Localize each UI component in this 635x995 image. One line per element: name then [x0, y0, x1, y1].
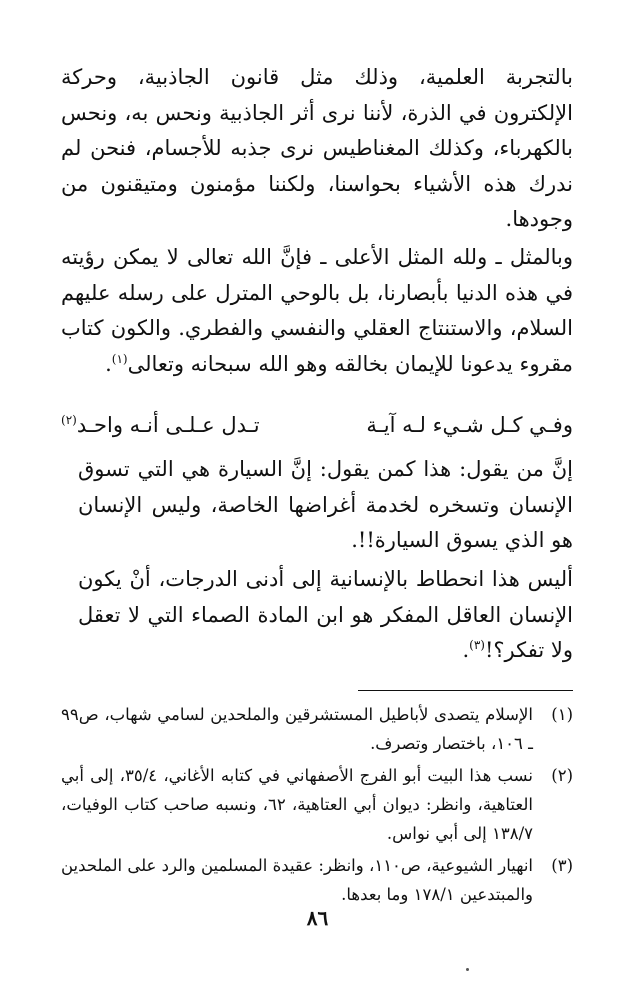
- paragraph-3: إنَّ من يقول: هذا كمن يقول: إنَّ السيارة هي التي تسوق الإنسان وتسخره لخدمة أغراضها الخاصة، وليس الإنسان هو الذي يسوق السيارة!!.: [78, 457, 573, 552]
- footnotes-section: [61, 700, 573, 912]
- paragraph-4: [78, 562, 573, 669]
- footnote-3: [61, 851, 573, 909]
- paragraph-2: [61, 240, 573, 382]
- verse-second-hemistich-wrap: [61, 408, 260, 443]
- footnote-ref-3[interactable]: (٣): [469, 638, 485, 652]
- paragraph-2-text: وبالمثل ـ ولله المثل الأعلى ـ فإنَّ الله تعالى لا يمكن رؤيته في هذه الدنيا بأبصارنا، بل بالوحي المترل على رسله عليهم السلام، والاستنتاج العقلي والنفسي والفطري. والكون كتاب مقروء يدعونا للإيمان بخالقه وهو الله سبحانه وتعالى: [61, 245, 573, 376]
- footnote-3-number: (٣): [551, 856, 573, 875]
- footnote-3-text: انهيار الشيوعية، ص١١٠، وانظر: عقيدة المسلمين والرد على الملحدين والمبتدعين ١٧٨/١ وما بعدها.: [61, 856, 533, 904]
- page-number: ٨٦: [306, 906, 329, 930]
- footnote-1-number: (١): [551, 705, 573, 724]
- footnote-1-text: الإسلام يتصدى لأباطيل المستشرقين والملحدين لسامي شهاب، ص٩٩ ـ ١٠٦، باختصار وتصرف.: [61, 705, 533, 753]
- paragraph-4-text: أليس هذا انحطاط بالإنسانية إلى أدنى الدرجات، أنْ يكون الإنسان العاقل المفكر هو ابن المادة الصماء التي لا تعقل ولا تفكر؟!: [78, 567, 573, 662]
- footnote-2-number: (٢): [551, 766, 573, 785]
- footnote-ref-1[interactable]: (١): [111, 351, 128, 366]
- scan-speck: [466, 968, 469, 971]
- footnote-2-text: نسب هذا البيت أبو الفرج الأصفهاني في كتابه الأغاني، ٣٥/٤، إلى أبي العتاهية، وانظر: ديوان أبي العتاهية، ٦٢، ونسبه صاحب كتاب الوفيات، ١٣٨/٧ إلى أبي نواس.: [61, 766, 533, 843]
- verse-second-hemistich: تـدل عـلـى أنـه واحـد: [76, 413, 260, 437]
- verse-first-hemistich: وفـي كـل شـيء لـه آيـة: [366, 413, 573, 437]
- footnote-1: [61, 700, 573, 758]
- paragraph-4-period: .: [462, 638, 470, 662]
- footnote-divider: [358, 690, 573, 691]
- poetry-verse: [61, 408, 573, 443]
- paragraph-1: بالتجربة العلمية، وذلك مثل قانون الجاذبية، وحركة الإلكترون في الذرة، لأننا نرى أثر الجاذبية ونحس به، ونحس بالكهرباء، وكذلك المغناطيس نرى جذبه للأجسام، فنحن لم ندرك هذه الأشياء بحواسنا، ولكننا مؤمنون ومتيقنون من وجودها.: [61, 65, 573, 231]
- footnote-2: [61, 761, 573, 848]
- footnote-ref-2[interactable]: (٢): [61, 413, 77, 427]
- paragraph-2-period: .: [105, 351, 112, 376]
